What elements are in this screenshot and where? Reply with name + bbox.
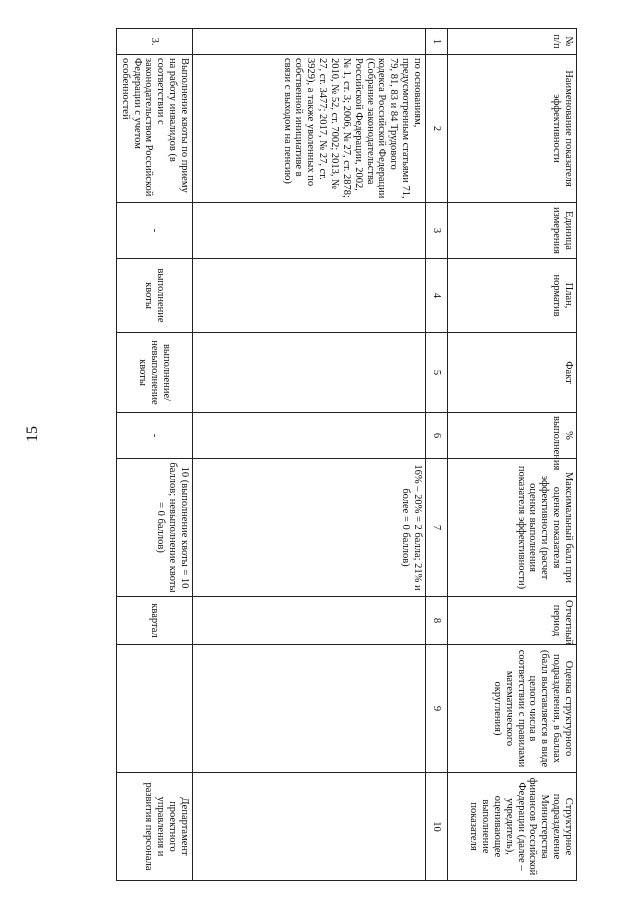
column-number: 7 xyxy=(426,459,448,597)
unit-cell xyxy=(193,203,426,259)
header-department: Структурное подразделение Министерства финансов Российской Федерации (далее – учредитель), оценивающее выполнение показателя xyxy=(448,773,577,881)
unit-cell: - xyxy=(116,203,192,259)
header-indicator-name: Наименование показателя эффективности xyxy=(448,55,577,203)
fact-cell: выполнение/ невыполнение квоты xyxy=(116,333,192,413)
period-cell xyxy=(193,597,426,645)
rotated-table-wrapper xyxy=(57,28,577,880)
percent-cell: - xyxy=(116,413,192,459)
column-number: 9 xyxy=(426,645,448,773)
plan-cell: выполнение квоты xyxy=(116,259,192,333)
department-cell xyxy=(193,773,426,881)
column-numbers-row xyxy=(426,29,448,881)
column-number: 1 xyxy=(426,29,448,55)
percent-cell xyxy=(193,413,426,459)
department-cell: Департамент проектного управления и развития персонала xyxy=(116,773,192,881)
header-number: № п/п xyxy=(448,29,577,55)
max-score-cell: 16% – 20% = 2 балла; 21% и более = 0 баллов) xyxy=(193,459,426,597)
header-fact: Факт xyxy=(448,333,577,413)
column-number: 8 xyxy=(426,597,448,645)
row-number: 3. xyxy=(116,29,192,55)
column-number: 4 xyxy=(426,259,448,333)
column-number: 6 xyxy=(426,413,448,459)
table-row xyxy=(193,29,426,881)
header-plan: План, норматив xyxy=(448,259,577,333)
column-number: 10 xyxy=(426,773,448,881)
indicator-name: Выполнение квоты по приему на работу инвалидов (в соответствии с законодательством Российской Федерации с учетом особенностей xyxy=(116,55,192,203)
header-max-score: Максимальный балл при оценке показателя эффективности (расчет оценки выполнения показателя эффективности) xyxy=(448,459,577,597)
page-number: 15 xyxy=(24,426,41,442)
column-number: 3 xyxy=(426,203,448,259)
score-cell xyxy=(193,645,426,773)
table-row xyxy=(116,29,192,881)
row-number xyxy=(193,29,426,55)
table-header-row xyxy=(448,29,577,881)
column-number: 2 xyxy=(426,55,448,203)
header-period: Отчетный период xyxy=(448,597,577,645)
fact-cell xyxy=(193,333,426,413)
header-score: Оценка структурного подразделения, в баллах (балл выставляется в виде целого числа в соответствии с правилами математического округления) xyxy=(448,645,577,773)
efficiency-indicators-table xyxy=(116,28,577,881)
indicator-name: по основаниям, предусмотренным статьями 71, 79, 81, 83 и 84 Трудового кодекса Российской Федерации (Собрание законодательства Российской Федерации, 2002, № 1, ст. 3; 2006, № 27, ст. 2878; 2010, № 52, ст. 7002; 2013, № 27, ст. 3477; 2017, № 27, ст. 3929), а также уволенных по собственной инициативе в связи с выходом на пенсию) xyxy=(193,55,426,203)
max-score-cell: 10 (выполнение квоты = 10 баллов; невыполнение квоты = 0 баллов) xyxy=(116,459,192,597)
header-percent: % выполнения xyxy=(448,413,577,459)
plan-cell xyxy=(193,259,426,333)
period-cell: квартал xyxy=(116,597,192,645)
column-number: 5 xyxy=(426,333,448,413)
score-cell xyxy=(116,645,192,773)
header-unit: Единица измерения xyxy=(448,203,577,259)
